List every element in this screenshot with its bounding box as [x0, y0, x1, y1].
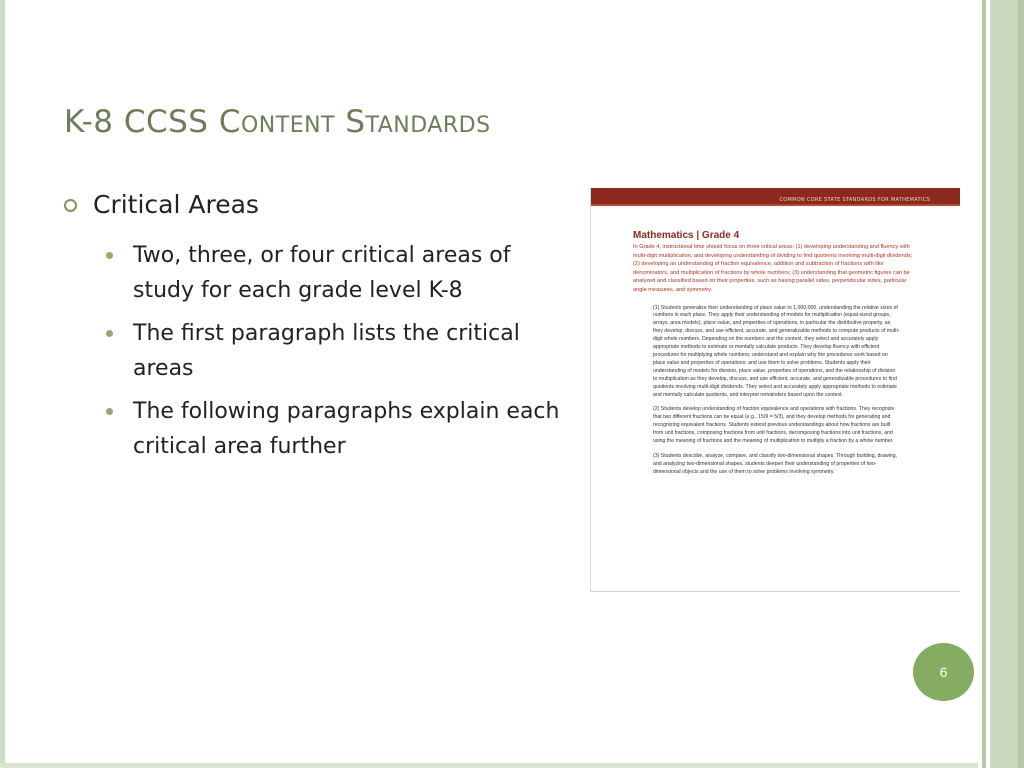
sub-bullet-item: [106, 316, 564, 386]
sub-bullet-text: The following paragraphs explain each critical area further: [133, 399, 560, 459]
sub-bullet-item: [106, 394, 564, 464]
dot-bullet-icon: [106, 252, 113, 259]
bullet-level1-text: Critical Areas: [93, 190, 259, 219]
document-header-bar: COMMON CORE STATE STANDARDS FOR MATHEMATICS: [591, 188, 960, 204]
dot-bullet-icon: [106, 408, 113, 415]
standards-document-image: [590, 188, 960, 592]
document-paragraph: (1) Students generalize their understanding of place value to 1,000,000, understanding the relative sizes of numbers in each place. They apply their understanding of models for multiplication (equal-sized groups, arrays, area models), place value, and properties of operations, in particular the distributive property, as they develop, discuss, and use efficient, accurate, and generalizable methods to compute products of multi-digit whole numbers. Depending on the numbers and the context, they select and accurately apply appropriate methods to estimate or mentally calculate products. They develop fluency with efficient procedures for multiplying whole numbers; understand and explain why the procedures work based on place value and properties of operations; and use them to solve problems. Students apply their understanding of models for division, place value, properties of operations, and the relationship of division to multiplication as they develop, discuss, and use efficient, accurate, and generalizable procedures to find quotients involving multi-digit dividends. They select and accurately apply appropriate methods to estimate and mentally calculate quotients, and interpret remainders based upon the context.: [653, 304, 900, 398]
document-paragraph: (2) Students develop understanding of fraction equivalence and operations with fractions. They recognize that two different fractions can be equal (e.g., 15/9 = 5/3), and they develop methods for generating and recognizing equivalent fractions. Students extend previous understandings about how fractions are built from unit fractions, composing fractions from unit fractions, decomposing fractions into unit fractions, and using the meaning of fractions and the meaning of multiplication to multiply a fraction by a whole number.: [653, 406, 895, 445]
sub-bullet-text: Two, three, or four critical areas of study for each grade level K-8: [133, 243, 511, 303]
document-header-strip: [591, 204, 960, 206]
sub-bullet-list: [106, 238, 564, 464]
slide-bottom-border: [0, 763, 978, 768]
sub-bullet-text: The first paragraph lists the critical areas: [133, 321, 520, 381]
ring-bullet-icon: [64, 199, 77, 212]
bullet-level1: [64, 186, 564, 224]
document-paragraph: (3) Students describe, analyze, compare, and classify two-dimensional shapes. Through building, drawing, and analyzing two-dimensional shapes, students deepen their understanding of properties of two-dimensional objects and the use of them to solve problems involving symmetry.: [653, 452, 898, 475]
sub-bullet-item: [106, 238, 564, 308]
slide-content: [64, 186, 564, 472]
slide-right-border: [978, 0, 1024, 768]
slide-title: K-8 CCSS Content Standards: [64, 104, 491, 140]
document-intro: In Grade 4, instructional time should focus on three critical areas: (1) developing understanding and fluency with multi-digit multiplication, and developing understanding of dividing to find quotients involving multi-digit dividends; (2) developing an understanding of fraction equivalence, addition and subtraction of fractions with like denominators, and multiplication of fractions by whole numbers; (3) understanding that geometric figures can be analyzed and classified based on their properties, such as having parallel sides, perpendicular sides, particular angle measures, and symmetry.: [633, 244, 913, 293]
page-number-badge: 6: [913, 643, 974, 701]
dot-bullet-icon: [106, 330, 113, 337]
slide-left-border: [0, 0, 5, 768]
document-heading: Mathematics | Grade 4: [633, 230, 740, 241]
